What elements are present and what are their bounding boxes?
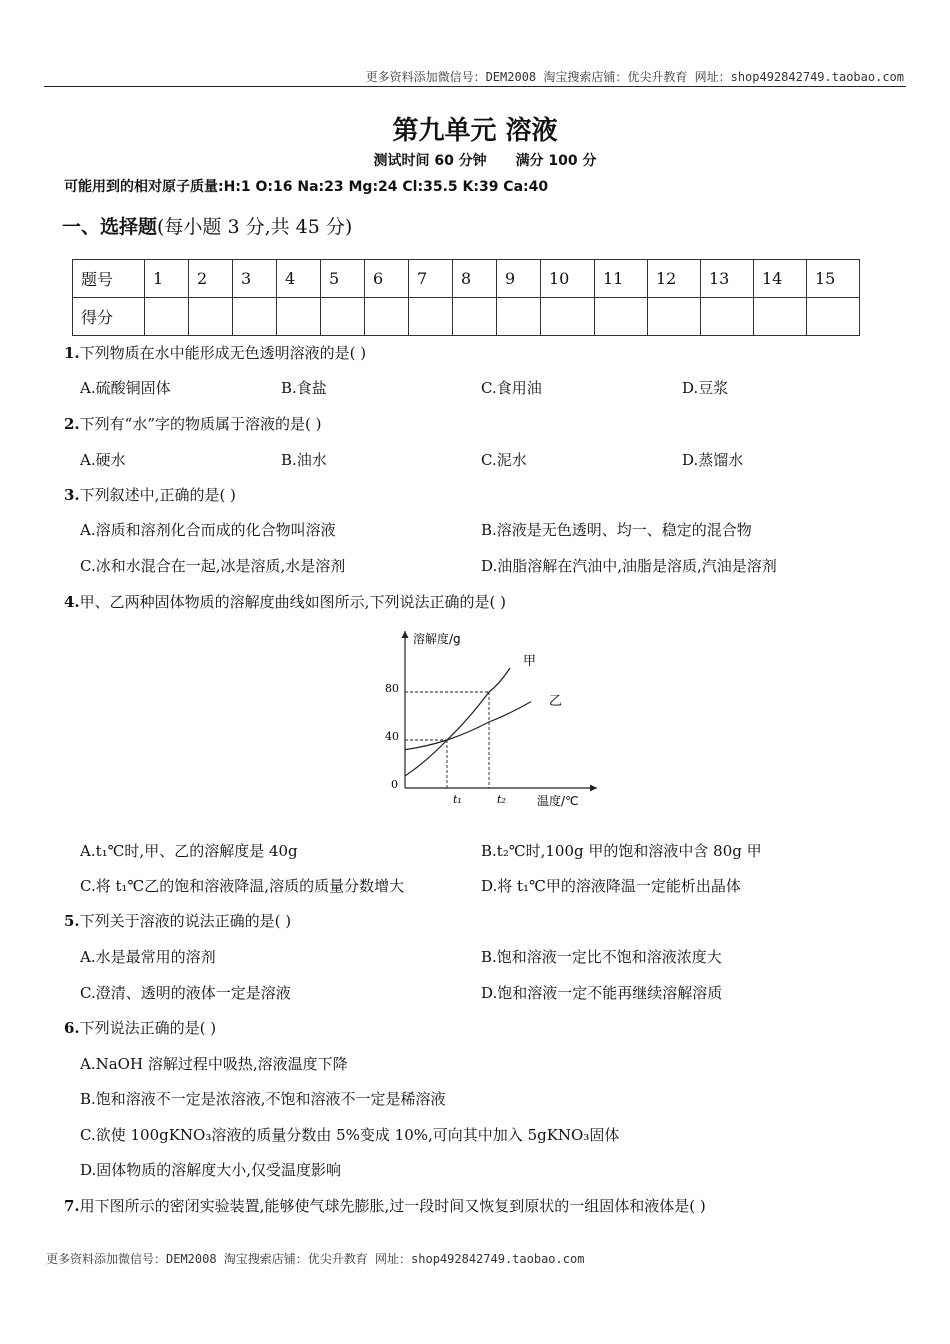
table-cell: 8 (453, 260, 497, 298)
option-a[interactable]: A.t₁℃时,甲、乙的溶解度是 40g (80, 842, 298, 860)
table-cell: 14 (754, 260, 807, 298)
question-number: 2. (64, 415, 80, 433)
question-2 (64, 413, 321, 434)
score-cell[interactable] (365, 298, 409, 336)
option-b[interactable]: B.饱和溶液一定比不饱和溶液浓度大 (481, 948, 722, 966)
question-number: 5. (64, 912, 80, 930)
y-tick-label: 40 (385, 730, 399, 743)
question-1 (64, 342, 366, 363)
question-text: 下列叙述中,正确的是( ) (79, 486, 236, 504)
option-d[interactable]: D.饱和溶液一定不能再继续溶解溶质 (481, 984, 723, 1002)
exam-info (0, 150, 950, 170)
question-text: 下列说法正确的是( ) (79, 1019, 217, 1037)
exam-time: 测试时间 60 分钟 (373, 153, 487, 169)
page-footer: 更多资料添加微信号：DEM2008 淘宝搜索店铺：优尖升教育 网址：shop492842749.taobao.com (46, 1252, 585, 1266)
option-a[interactable]: A.硫酸铜固体 (80, 379, 171, 397)
score-cell[interactable] (497, 298, 541, 336)
row-label: 得分 (73, 298, 145, 336)
question-7 (64, 1195, 706, 1216)
table-cell: 2 (189, 260, 233, 298)
score-cell[interactable] (233, 298, 277, 336)
question-text: 甲、乙两种固体物质的溶解度曲线如图所示,下列说法正确的是( ) (79, 593, 506, 611)
table-cell: 9 (497, 260, 541, 298)
atomic-masses: 可能用到的相对原子质量:H:1 O:16 Na:23 Mg:24 Cl:35.5 K:39 Ca:40 (64, 179, 549, 195)
solubility-chart (375, 625, 615, 810)
table-cell: 13 (701, 260, 754, 298)
question-number: 4. (64, 593, 80, 611)
section-heading (62, 212, 352, 239)
option-d[interactable]: D.蒸馏水 (682, 451, 744, 469)
question-6 (64, 1017, 216, 1038)
option-d[interactable]: D.固体物质的溶解度大小,仅受温度影响 (80, 1161, 342, 1179)
section-note: (每小题 3 分,共 45 分) (157, 216, 353, 238)
score-table (72, 259, 860, 336)
score-cell[interactable] (145, 298, 189, 336)
y-tick-label: 80 (385, 682, 399, 695)
row-label: 题号 (73, 260, 145, 298)
question-number: 6. (64, 1019, 80, 1037)
table-cell: 15 (807, 260, 860, 298)
y-tick-label: 0 (391, 778, 398, 791)
question-text: 下列关于溶液的说法正确的是( ) (79, 912, 292, 930)
score-cell[interactable] (807, 298, 860, 336)
question-text: 用下图所示的密闭实验装置,能够使气球先膨胀,过一段时间又恢复到原状的一组固体和液体是( ) (79, 1197, 706, 1215)
table-cell: 5 (321, 260, 365, 298)
score-cell[interactable] (409, 298, 453, 336)
table-cell: 4 (277, 260, 321, 298)
option-d[interactable]: D.油脂溶解在汽油中,油脂是溶质,汽油是溶剂 (481, 557, 777, 575)
score-table-row (73, 298, 860, 336)
option-b[interactable]: B.t₂℃时,100g 甲的饱和溶液中含 80g 甲 (481, 842, 762, 860)
page-header: 更多资料添加微信号：DEM2008 淘宝搜索店铺：优尖升教育 网址：shop492842749.taobao.com (365, 70, 904, 84)
series-line-jia (405, 668, 510, 776)
question-number: 7. (64, 1197, 80, 1215)
question-5 (64, 910, 291, 931)
table-cell: 1 (145, 260, 189, 298)
score-table-row (73, 260, 860, 298)
question-text: 下列物质在水中能形成无色透明溶液的是( ) (79, 344, 367, 362)
table-cell: 6 (365, 260, 409, 298)
x-axis-label: 温度/℃ (537, 794, 579, 808)
score-cell[interactable] (541, 298, 595, 336)
score-cell[interactable] (321, 298, 365, 336)
score-cell[interactable] (189, 298, 233, 336)
x-tick-label: t₁ (453, 793, 462, 806)
option-a[interactable]: A.NaOH 溶解过程中吸热,溶液温度下降 (80, 1055, 348, 1073)
table-cell: 11 (595, 260, 648, 298)
question-4 (64, 591, 506, 612)
page-title: 第九单元 溶液 (392, 116, 558, 146)
table-cell: 3 (233, 260, 277, 298)
option-c[interactable]: C.泥水 (481, 451, 527, 469)
option-c[interactable]: C.欲使 100gKNO₃溶液的质量分数由 5%变成 10%,可向其中加入 5gKNO₃固体 (80, 1126, 620, 1144)
option-d[interactable]: D.豆浆 (682, 379, 729, 397)
option-b[interactable]: B.饱和溶液不一定是浓溶液,不饱和溶液不一定是稀溶液 (80, 1090, 446, 1108)
question-number: 3. (64, 486, 80, 504)
exam-score: 满分 100 分 (515, 153, 597, 169)
option-b[interactable]: B.油水 (281, 451, 327, 469)
option-b[interactable]: B.溶液是无色透明、均一、稳定的混合物 (481, 521, 752, 539)
section-title: 一、选择题 (62, 216, 158, 238)
series-line-yi (405, 702, 531, 750)
question-number: 1. (64, 344, 80, 362)
option-a[interactable]: A.硬水 (80, 451, 126, 469)
option-c[interactable]: C.澄清、透明的液体一定是溶液 (80, 984, 291, 1002)
score-cell[interactable] (754, 298, 807, 336)
table-cell: 7 (409, 260, 453, 298)
series-label-yi: 乙 (549, 694, 563, 709)
option-c[interactable]: C.将 t₁℃乙的饱和溶液降温,溶质的质量分数增大 (80, 877, 405, 895)
score-cell[interactable] (648, 298, 701, 336)
score-cell[interactable] (453, 298, 497, 336)
score-cell[interactable] (595, 298, 648, 336)
question-3 (64, 484, 236, 505)
option-a[interactable]: A.水是最常用的溶剂 (80, 948, 216, 966)
series-label-jia: 甲 (523, 654, 537, 669)
option-b[interactable]: B.食盐 (281, 379, 327, 397)
option-d[interactable]: D.将 t₁℃甲的溶液降温一定能析出晶体 (481, 877, 741, 895)
score-cell[interactable] (277, 298, 321, 336)
question-text: 下列有“水”字的物质属于溶液的是( ) (79, 415, 322, 433)
option-c[interactable]: C.冰和水混合在一起,冰是溶质,水是溶剂 (80, 557, 346, 575)
table-cell: 12 (648, 260, 701, 298)
option-c[interactable]: C.食用油 (481, 379, 542, 397)
y-axis-label: 溶解度/g (413, 632, 461, 646)
header-divider (44, 86, 906, 87)
option-a[interactable]: A.溶质和溶剂化合而成的化合物叫溶液 (80, 521, 336, 539)
table-cell: 10 (541, 260, 595, 298)
score-cell[interactable] (701, 298, 754, 336)
x-tick-label: t₂ (497, 793, 506, 806)
